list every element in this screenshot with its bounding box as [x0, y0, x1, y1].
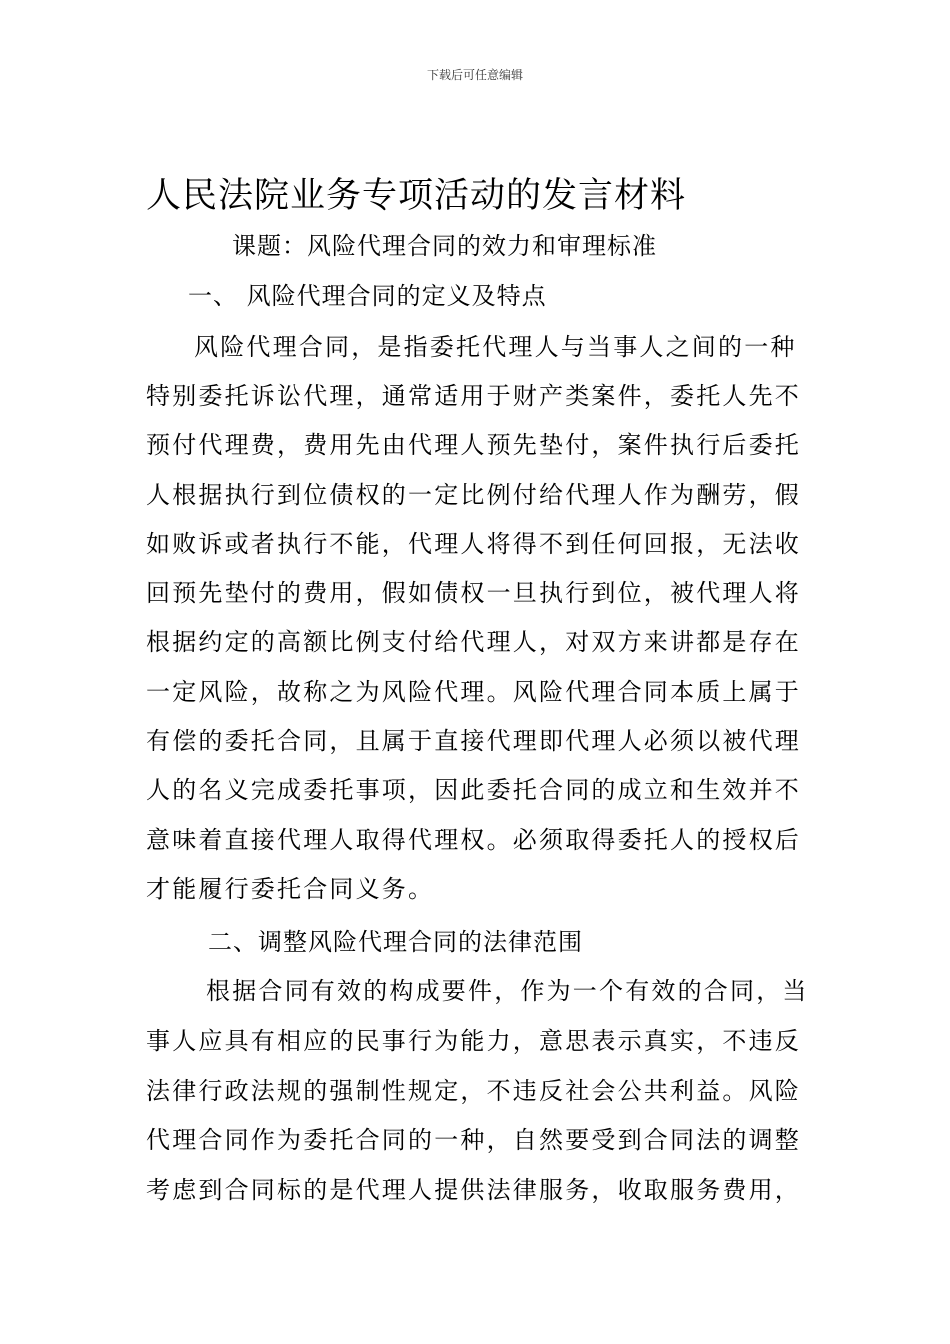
paragraph-line: 根据约定的高额比例支付给代理人，对双方来讲都是存在 [146, 628, 801, 656]
paragraph-line: 考虑到合同标的是代理人提供法律服务，收取服务费用， [146, 1176, 801, 1204]
document-subtitle: 课题：风险代理合同的效力和审理标准 [232, 232, 657, 260]
paragraph-line: 代理合同作为委托合同的一种，自然要受到合同法的调整 [146, 1126, 801, 1154]
paragraph-line: 预付代理费，费用先由代理人预先垫付，案件执行后委托 [146, 431, 801, 459]
paragraph-line: 如败诉或者执行不能，代理人将得不到任何回报，无法收 [146, 530, 801, 558]
paragraph-line: 一定风险，故称之为风险代理。风险代理合同本质上属于 [146, 678, 801, 706]
paragraph-line: 法律行政法规的强制性规定，不违反社会公共利益。风险 [146, 1077, 801, 1105]
paragraph-line: 才能履行委托合同义务。 [146, 875, 435, 903]
paragraph-line: 特别委托诉讼代理，通常适用于财产类案件，委托人先不 [146, 382, 801, 410]
header-note: 下载后可任意编辑 [426, 68, 523, 82]
paragraph-line: 回预先垫付的费用，假如债权一旦执行到位，被代理人将 [146, 579, 801, 607]
paragraph-line: 人根据执行到位债权的一定比例付给代理人作为酬劳，假 [146, 481, 801, 509]
paragraph-line: 事人应具有相应的民事行为能力，意思表示真实，不违反 [146, 1027, 801, 1055]
paragraph-line: 风险代理合同，是指委托代理人与当事人之间的一种 [194, 333, 797, 361]
document-title: 人民法院业务专项活动的发言材料 [146, 176, 687, 216]
section-heading-1: 一、 风险代理合同的定义及特点 [188, 282, 547, 310]
paragraph-line: 意味着直接代理人取得代理权。必须取得委托人的授权后 [146, 826, 801, 854]
paragraph-line: 根据合同有效的构成要件，作为一个有效的合同，当 [206, 977, 809, 1005]
section-heading-2: 二、调整风险代理合同的法律范围 [208, 928, 583, 956]
paragraph-line: 人的名义完成委托事项，因此委托合同的成立和生效并不 [146, 776, 801, 804]
paragraph-line: 有偿的委托合同，且属于直接代理即代理人必须以被代理 [146, 727, 801, 755]
